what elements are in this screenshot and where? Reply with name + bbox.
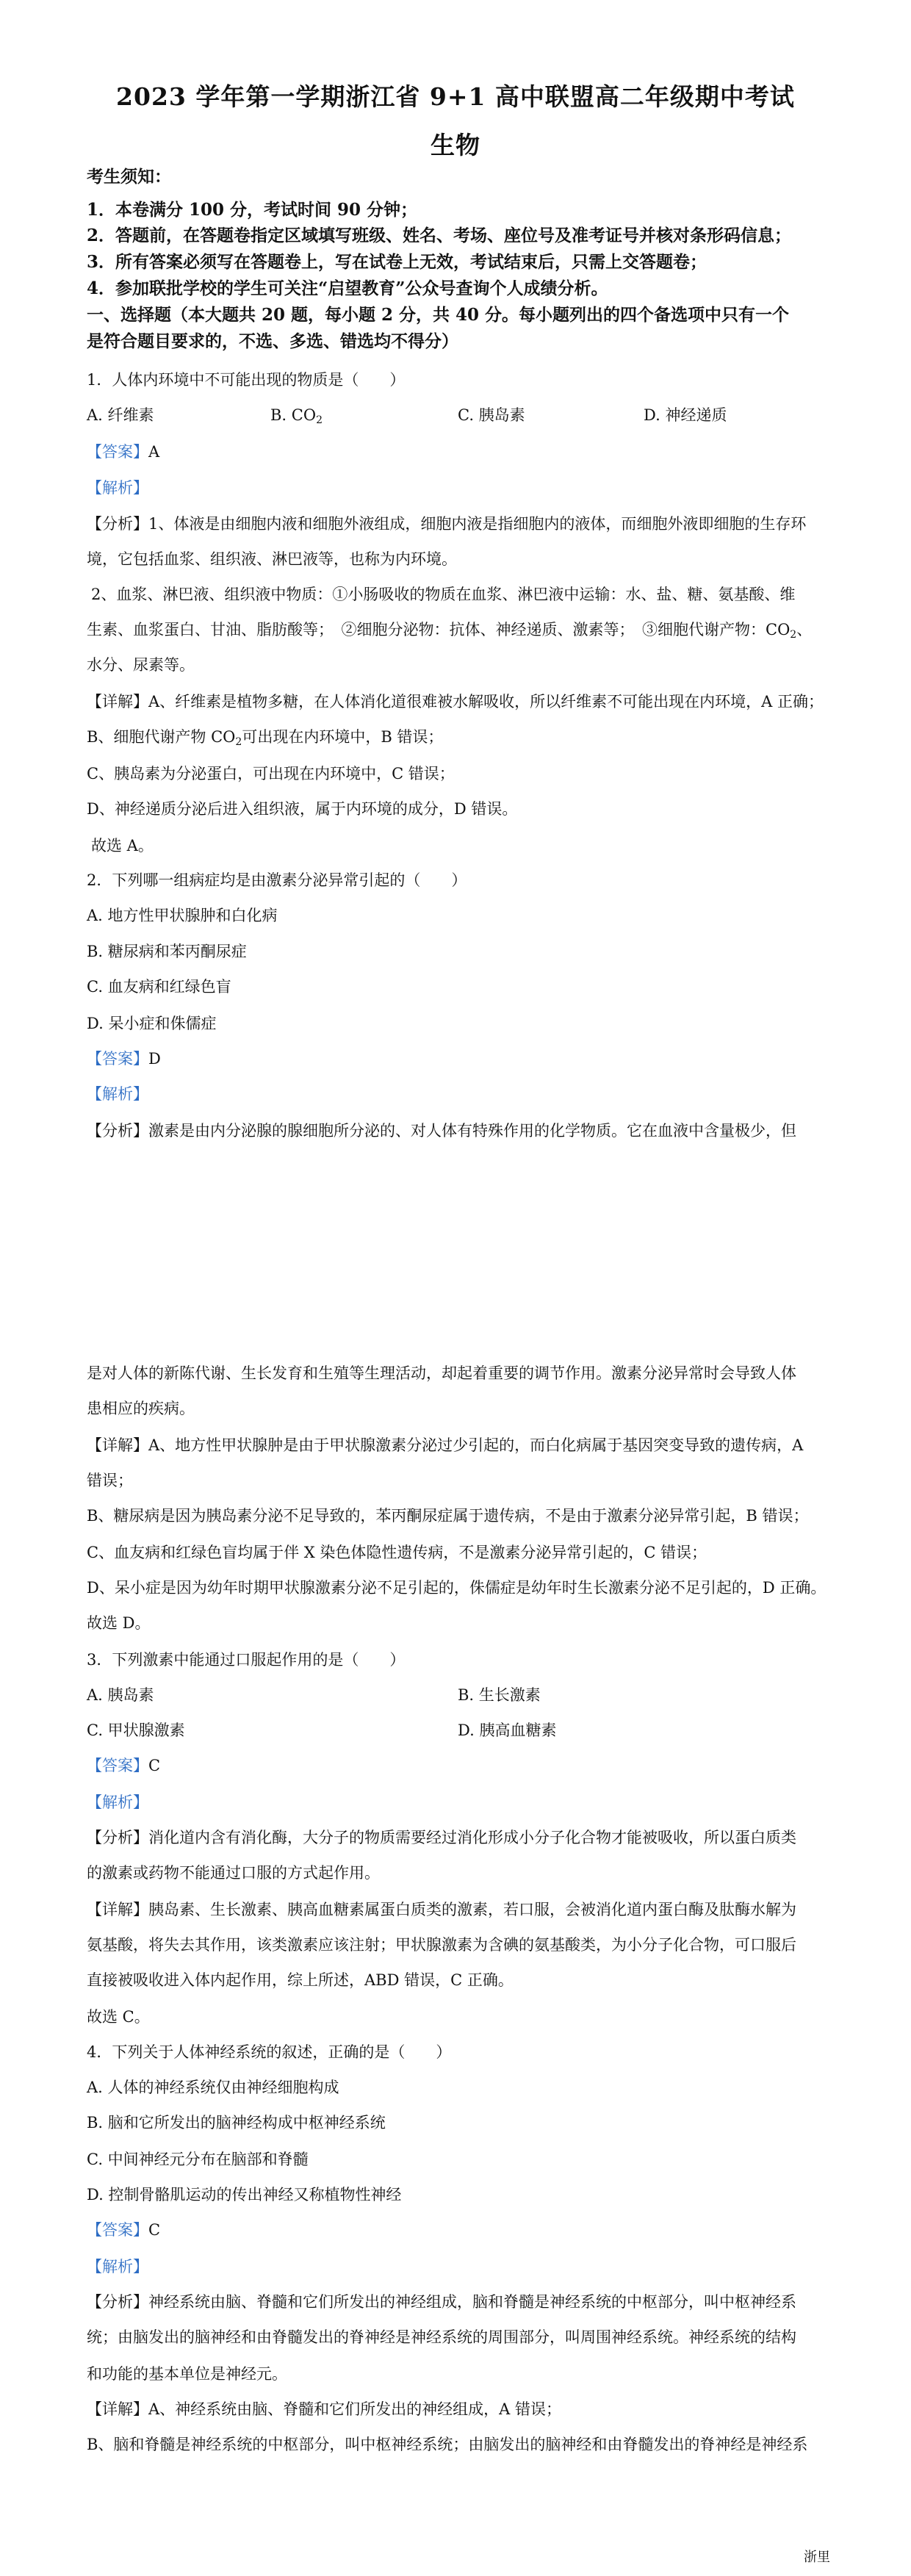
- answer-line: [87, 2220, 160, 2239]
- analysis-text: 统；由脑发出的脑神经和由脊髓发出的脊神经是神经系统的周围部分，叫周围神经系统。神经系统的结构: [87, 2328, 796, 2346]
- detail-text: B、脑和脊髓是神经系统的中枢部分，叫中枢神经系统；由脑发出的脑神经和由脊髓发出的脊神经是神经系: [87, 2436, 808, 2453]
- option-d: D. 控制骨骼肌运动的传出神经又称植物性神经: [87, 2186, 402, 2203]
- option-c: C. 血友病和红绿色盲: [87, 978, 231, 996]
- answer-value: C: [148, 1757, 161, 1774]
- answer-line: [87, 442, 159, 461]
- notice-item: 4．参加联批学校的学生可关注“启望教育”公众号查询个人成绩分析。: [87, 278, 608, 298]
- analysis-text: 2、血浆、淋巴液、组织液中物质：①小肠吸收的物质在血浆、淋巴液中运输：水、盐、糖、氨基酸、维: [91, 586, 796, 603]
- option-b: B. 脑和它所发出的脑神经构成中枢神经系统: [87, 2114, 386, 2131]
- option-b: B. $CO_2$: [270, 406, 323, 426]
- detail-text: 【详解】A、神经系统由脑、脊髓和它们所发出的神经组成，A 错误；: [87, 2400, 562, 2418]
- detail-text: 【详解】胰岛素、生长激素、胰高血糖素属蛋白质类的激素，若口服，会被消化道内蛋白酶及肽酶水解为: [87, 1901, 796, 1918]
- question-stem: 1．人体内环境中不可能出现的物质是（ ）: [87, 371, 406, 389]
- answer-value: A: [148, 443, 160, 461]
- option-a: A. 人体的神经系统仅由神经细胞构成: [87, 2079, 339, 2096]
- question-stem: 2．下列哪一组病症均是由激素分泌异常引起的（ ）: [87, 871, 467, 889]
- answer-label: 【答案】: [87, 1050, 148, 1068]
- detail-text: 氨基酸，将失去其作用，该类激素应该注射；甲状腺激素为含碘的氨基酸类，为小分子化合物，可口服后: [87, 1936, 796, 1954]
- detail-text: 【详解】A、地方性甲状腺肿是由于甲状腺激素分泌过少引起的，而白化病属于基因突变导致的遗传病，A: [87, 1436, 804, 1454]
- detail-text: D、神经递质分泌后进入组织液，属于内环境的成分，D 错误。: [87, 800, 518, 818]
- section-heading-cont: 是符合题目要求的，不选、多选、错选均不得分）: [87, 331, 458, 351]
- notice-heading: 考生须知：: [87, 167, 171, 187]
- answer-label: 【答案】: [87, 2221, 148, 2239]
- subject-title: 生物: [431, 131, 480, 159]
- option-a: A. 地方性甲状腺肿和白化病: [87, 907, 278, 924]
- question-stem: 4．下列关于人体神经系统的叙述，正确的是（ ）: [87, 2043, 452, 2061]
- option-c: C. 甲状腺激素: [87, 1721, 185, 1739]
- notice-item: 3．所有答案必须写在答题卷上，写在试卷上无效，考试结束后，只需上交答题卷；: [87, 252, 707, 272]
- footer-mark: 浙里: [804, 2550, 830, 2565]
- detail-text: 错误；: [87, 1472, 133, 1489]
- analysis-text: 境，它包括血浆、组织液、淋巴液等，也称为内环境。: [87, 550, 457, 568]
- option-d: D. 胰高血糖素: [458, 1721, 557, 1739]
- answer-label: 【答案】: [87, 1757, 148, 1774]
- detail-text: C、胰岛素为分泌蛋白，可出现在内环境中，C 错误；: [87, 765, 455, 782]
- detail-text: C、血友病和红绿色盲均属于伴 X 染色体隐性遗传病，不是激素分泌异常引起的，C 错误；: [87, 1544, 707, 1561]
- detail-text: 直接被吸收进入体内起作用，综上所述，ABD 错误，C 正确。: [87, 1971, 514, 1989]
- section-heading: 一、选择题（本大题共 20 题，每小题 2 分，共 40 分。每小题列出的四个备选项中只有一个: [87, 305, 790, 325]
- answer-value: C: [148, 2221, 161, 2239]
- option-d: D. 呆小症和侏儒症: [87, 1015, 217, 1032]
- conclusion: 故选 D。: [87, 1614, 151, 1632]
- detail-text: 【详解】A、纤维素是植物多糖，在人体消化道很难被水解吸收，所以纤维素不可能出现在内环境，A 正确；: [87, 693, 824, 710]
- analysis-text: 【分析】消化道内含有消化酶，大分子的物质需要经过消化形成小分子化合物才能被吸收，所以蛋白质类: [87, 1829, 796, 1846]
- conclusion: 故选 A。: [91, 837, 154, 855]
- option-a: A. 胰岛素: [87, 1686, 154, 1704]
- answer-line: [87, 1756, 160, 1775]
- analysis-label: 【解析】: [87, 1085, 148, 1103]
- conclusion: 故选 C。: [87, 2008, 150, 2026]
- detail-text: B、细胞代谢产物 $CO_2$可出现在内环境中，B 错误；: [87, 728, 444, 748]
- detail-text: D、呆小症是因为幼年时期甲状腺激素分泌不足引起的，侏儒症是幼年时生长激素分泌不足引起的，D 正确。: [87, 1579, 827, 1597]
- answer-value: D: [148, 1050, 161, 1068]
- analysis-text: 水分、尿素等。: [87, 656, 195, 674]
- analysis-text: 生素、血浆蛋白、甘油、脂肪酸等； ②细胞分泌物：抗体、神经递质、激素等； ③细胞代谢产物：$CO_2$、: [87, 621, 813, 641]
- option-c: C. 胰岛素: [458, 406, 525, 424]
- analysis-text: 【分析】1、体液是由细胞内液和细胞外液组成，细胞内液是指细胞内的液体，而细胞外液即细胞的生存环: [87, 515, 807, 533]
- option-b: B. 生长激素: [458, 1686, 541, 1704]
- analysis-text: 【分析】神经系统由脑、脊髓和它们所发出的神经组成，脑和脊髓是神经系统的中枢部分，叫中枢神经系: [87, 2293, 796, 2311]
- analysis-text: 和功能的基本单位是神经元。: [87, 2365, 287, 2383]
- analysis-label: 【解析】: [87, 479, 148, 497]
- analysis-label: 【解析】: [87, 1794, 148, 1811]
- exam-title: 2023 学年第一学期浙江省 9+1 高中联盟高二年级期中考试: [116, 82, 795, 111]
- analysis-text: 是对人体的新陈代谢、生长发育和生殖等生理活动，却起着重要的调节作用。激素分泌异常时会导致人体: [87, 1364, 796, 1382]
- option-d: D. 神经递质: [644, 406, 727, 424]
- question-stem: 3．下列激素中能通过口服起作用的是（ ）: [87, 1651, 406, 1669]
- analysis-text: 【分析】激素是由内分泌腺的腺细胞所分泌的、对人体有特殊作用的化学物质。它在血液中含量极少，但: [87, 1122, 796, 1140]
- answer-line: [87, 1049, 161, 1068]
- analysis-label: 【解析】: [87, 2258, 148, 2275]
- option-c: C. 中间神经元分布在脑部和脊髓: [87, 2151, 309, 2168]
- option-b: B. 糖尿病和苯丙酮尿症: [87, 943, 247, 960]
- analysis-text: 患相应的疾病。: [87, 1400, 195, 1417]
- option-a: A. 纤维素: [87, 406, 154, 424]
- notice-item: 1．本卷满分 100 分，考试时间 90 分钟；: [87, 200, 418, 220]
- detail-text: B、糖尿病是因为胰岛素分泌不足导致的，苯丙酮尿症属于遗传病，不是由于激素分泌异常引起，B 错误；: [87, 1507, 809, 1525]
- notice-item: 2．答题前，在答题卷指定区域填写班级、姓名、考场、座位号及准考证号并核对条形码信息；: [87, 226, 792, 245]
- analysis-text: 的激素或药物不能通过口服的方式起作用。: [87, 1864, 380, 1882]
- answer-label: 【答案】: [87, 443, 148, 461]
